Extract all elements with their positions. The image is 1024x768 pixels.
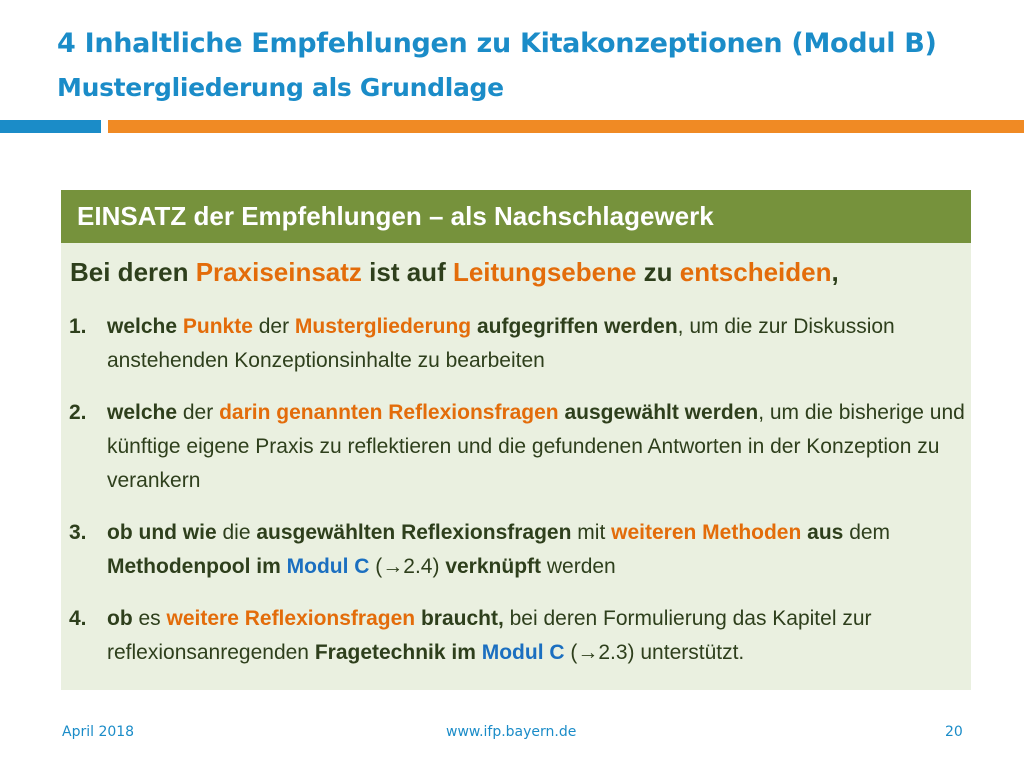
item-text: ausgewählten Reflexionsfragen bbox=[256, 521, 572, 544]
item-text: , um die bisherige und künftige eigene Praxis zu reflektieren und die gefundenen Antworten in der Konzeption zu verankern bbox=[107, 401, 965, 492]
item-text: die bbox=[216, 521, 257, 544]
lead-sentence bbox=[70, 257, 971, 288]
item-text: , um die zur Diskussion anstehenden Konzeptionsinhalte zu bearbeiten bbox=[107, 315, 895, 372]
item-text: braucht, bbox=[420, 607, 504, 630]
item-text: Methodenpool im bbox=[107, 555, 287, 578]
item-text: der bbox=[177, 401, 220, 424]
item-text: welche bbox=[107, 401, 178, 424]
item-highlight: darin genannten Reflexionsfragen bbox=[219, 401, 559, 424]
item-text: aus bbox=[807, 521, 844, 544]
item-highlight: Punkte bbox=[182, 315, 253, 338]
footer-page-number: 20 bbox=[945, 724, 963, 740]
item-text: dem bbox=[843, 521, 891, 544]
item-text: (→2.3) unterstützt. bbox=[564, 641, 745, 664]
accent-bar-orange bbox=[108, 120, 1024, 133]
lead-text: Bei deren bbox=[70, 257, 196, 287]
list-number: 1. bbox=[69, 315, 87, 338]
list-item bbox=[61, 516, 971, 584]
item-highlight: weitere Reflexionsfragen bbox=[166, 607, 416, 630]
item-text: verknüpft bbox=[445, 555, 542, 578]
item-highlight-blue: Modul C bbox=[286, 555, 370, 578]
item-highlight: Mustergliederung bbox=[294, 315, 472, 338]
lead-text: zu bbox=[636, 257, 680, 287]
item-text: der bbox=[252, 315, 295, 338]
numbered-list bbox=[61, 310, 971, 670]
accent-bar-blue bbox=[0, 120, 101, 133]
item-text: bei deren Formulierung das Kapitel zur reflexionsanregenden bbox=[107, 607, 872, 664]
item-text: welche bbox=[107, 315, 183, 338]
content-panel bbox=[61, 190, 971, 690]
lead-highlight: Praxiseinsatz bbox=[195, 257, 362, 287]
lead-highlight: Leitungsebene bbox=[452, 257, 637, 287]
list-number: 3. bbox=[69, 521, 87, 544]
item-highlight-blue: Modul C bbox=[481, 641, 565, 664]
item-text: (→2.4) bbox=[369, 555, 446, 578]
slide-title: 4 Inhaltliche Empfehlungen zu Kitakonzeptionen (Modul B) bbox=[57, 28, 937, 59]
footer-url: www.ifp.bayern.de bbox=[446, 724, 577, 740]
lead-highlight: entscheiden bbox=[679, 257, 832, 287]
item-text: ob bbox=[107, 607, 133, 630]
item-text: mit bbox=[571, 521, 612, 544]
list-item bbox=[61, 602, 971, 670]
item-text: ausgewählt werden bbox=[564, 401, 759, 424]
lead-text: , bbox=[831, 257, 839, 287]
list-number: 2. bbox=[69, 401, 87, 424]
item-text: werden bbox=[541, 555, 616, 578]
item-text: es bbox=[132, 607, 167, 630]
item-text: ob und wie bbox=[107, 521, 217, 544]
list-item bbox=[61, 310, 971, 378]
panel-heading: EINSATZ der Empfehlungen – als Nachschlagewerk bbox=[61, 190, 971, 243]
item-text: Fragetechnik im bbox=[314, 641, 482, 664]
lead-text: ist auf bbox=[361, 257, 453, 287]
list-item bbox=[61, 396, 971, 498]
slide-subtitle: Mustergliederung als Grundlage bbox=[57, 73, 504, 102]
item-text: aufgegriffen werden bbox=[476, 315, 678, 338]
item-highlight: weiteren Methoden bbox=[611, 521, 802, 544]
list-number: 4. bbox=[69, 607, 87, 630]
footer-date: April 2018 bbox=[62, 724, 135, 740]
